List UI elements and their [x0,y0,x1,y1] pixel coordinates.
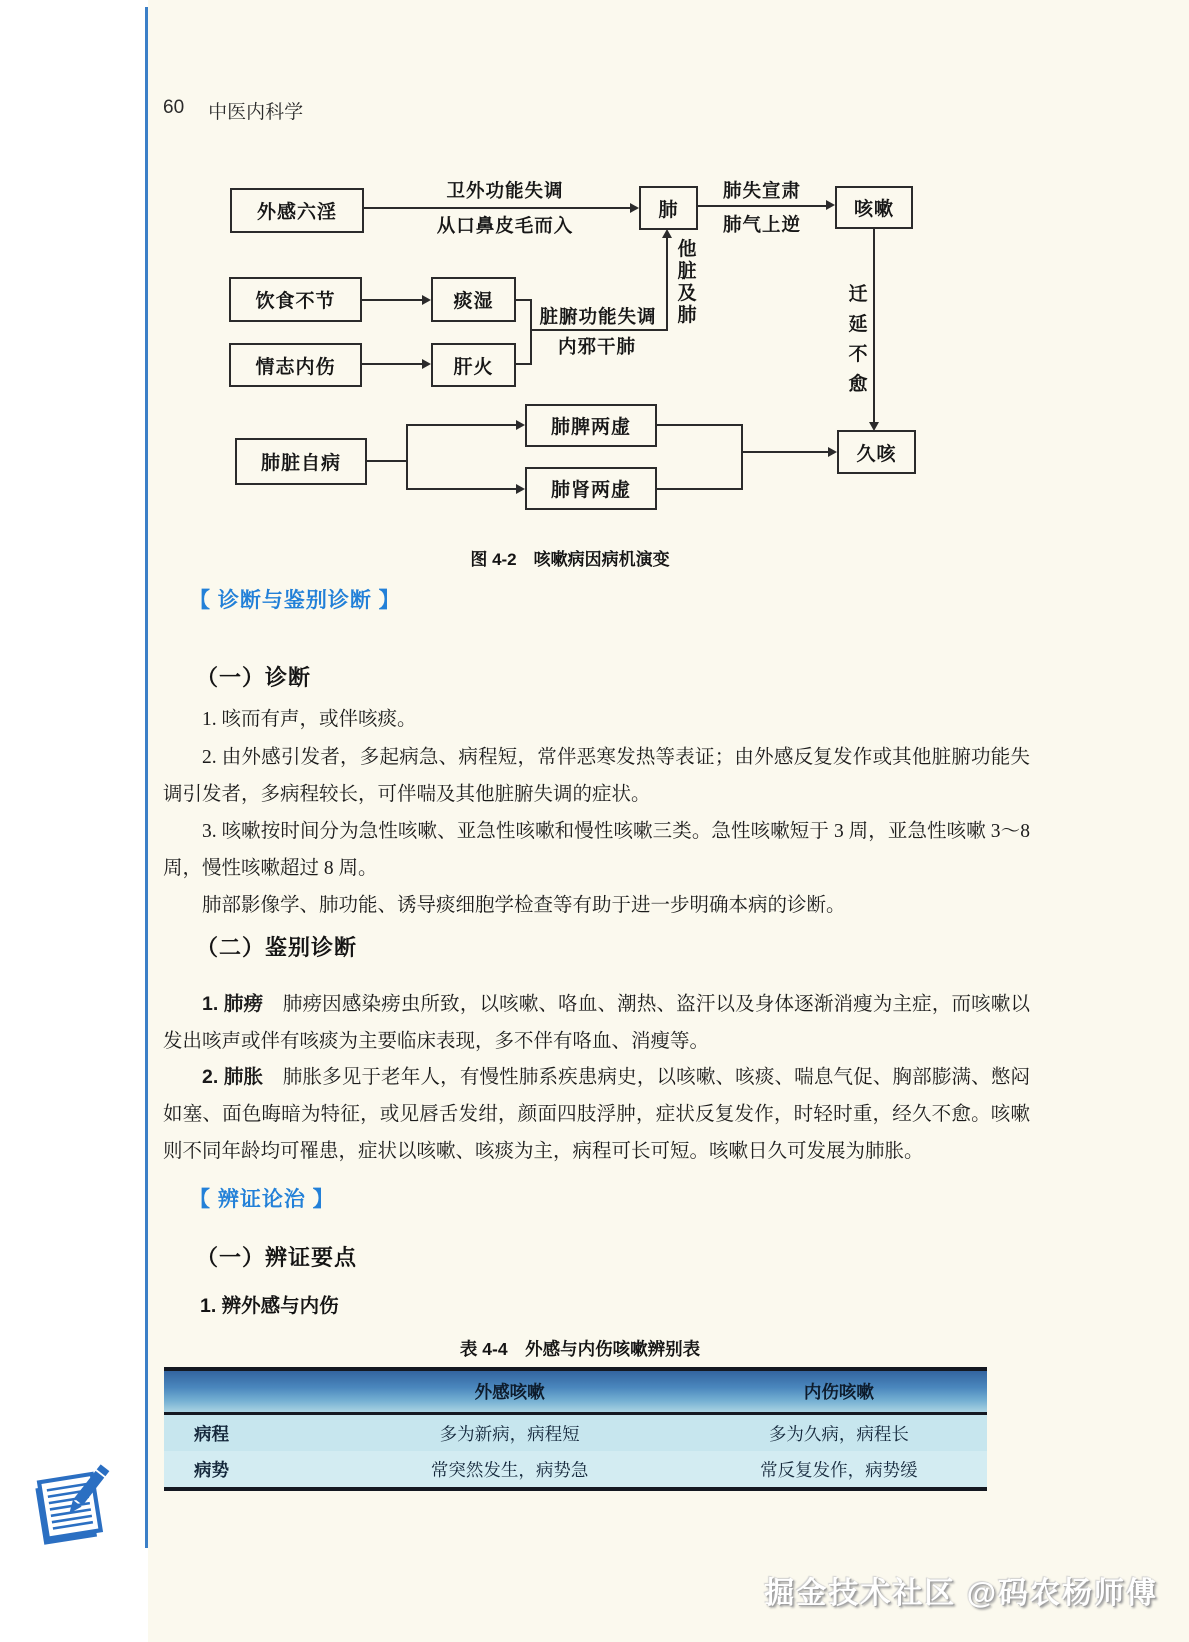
page-header [163,97,303,124]
flow-node-label: 肺 [658,199,679,221]
book-title: 中医内科学 [208,102,304,123]
flow-node-liver-fire [431,343,516,387]
notepad-pencil-icon [28,1455,120,1547]
subsection-diagnosis: （一）诊断 [196,665,312,690]
para-feilao-label: 1. 肺痨 [202,993,264,1015]
table-row [164,1451,987,1487]
arrowhead [516,420,525,430]
section-header-pattern-treatment: 【 辨证论治 】 [189,1188,335,1211]
connector-line [698,205,828,207]
flow-node-label: 肝火 [453,356,494,378]
row-external-value: 多为新病，病程短 [439,1423,580,1444]
connector-line [530,299,532,365]
row-internal-value: 多为久病，病程长 [768,1423,909,1444]
subsection-differential-diagnosis: （二）鉴别诊断 [196,935,358,960]
flow-node-label: 饮食不节 [255,291,336,312]
para-diagnosis-1: 1. 咳而有声，或伴咳痰。 [202,709,417,730]
arrowhead [826,200,835,210]
flow-node-lung-self-disease [235,438,367,485]
connector-line [741,424,743,490]
arrowhead [630,203,639,213]
arrowhead [662,229,672,238]
watermark-text: 掘金技术社区 @码农杨师傅 [764,1577,1158,1610]
flow-node-lung [639,186,698,230]
flow-node-chronic-cough [837,430,916,474]
edge-label-wei-defense: 卫外功能失调 [446,180,564,201]
para-feizhang [163,1059,1030,1170]
connector-line [657,488,743,490]
connector-line [406,424,408,490]
flow-node-phlegm-damp [431,277,516,322]
flow-node-cough [835,186,913,229]
table-header-row [164,1371,987,1415]
row-external-value: 常突然发生，病势急 [430,1459,589,1480]
row-internal-value: 常反复发作，病势缓 [760,1459,918,1480]
row-label: 病势 [194,1459,229,1480]
connector-line [741,451,830,453]
para-diagnosis-2: 2. 由外感引发者，多起病急、病程短，常伴恶寒发热等表证；由外感反复发作或其他脏腑功能失调引发者，多病程较长，可伴喘及其他脏腑失调的症状。 [163,747,1030,805]
margin-divider-line [145,7,148,1548]
para-feilao-text: 肺痨因感染痨虫所致，以咳嗽、咯血、潮热、盗汗以及身体逐渐消瘦为主症，而咳嗽以发出咳声或伴有咳痰为主要临床表现，多不伴有咯血、消瘦等。 [163,994,1030,1052]
edge-label-lung-qi-reversal: 肺气上逆 [722,214,801,235]
edge-label-other-organs-to-lung: 他脏及肺 [677,239,697,326]
flow-node-external-six-evils [230,188,364,233]
connector-line [362,363,424,365]
subsection-pattern-points: （一）辨证要点 [196,1245,358,1270]
edge-label-internal-evil: 内邪干肺 [557,336,636,357]
para-feizhang-label: 2. 肺胀 [202,1066,264,1088]
flow-node-label: 情志内伤 [255,356,336,378]
para-feilao [163,986,1030,1060]
para-feizhang-text: 肺胀多见于老年人，有慢性肺系疾患病史，以咳嗽、咳痰、喘息气促、胸部膨满、憋闷如塞、面色晦暗为特征，或见唇舌发绀，颜面四肢浮肿，症状反复发作，时轻时重，经久不愈。咳嗽则不同年龄均可罹患，症状以咳嗽、咳痰为主，病程可长可短。咳嗽日久可发展为肺胀。 [163,1067,1030,1162]
section-header-diagnosis: 【 诊断与鉴别诊断 】 [189,589,401,612]
flow-node-label: 外感六淫 [256,202,337,223]
connector-line [406,424,518,426]
flow-node-label: 咳嗽 [853,199,894,220]
table-header-external-cough: 外感咳嗽 [474,1382,545,1402]
table-4-4 [164,1367,987,1491]
connector-line [530,329,668,331]
para-diagnosis-3: 3. 咳嗽按时间分为急性咳嗽、亚急性咳嗽和慢性咳嗽三类。急性咳嗽短于 3 周，亚急性咳嗽 3～8 周，慢性咳嗽超过 8 周。 [163,821,1030,879]
figure-caption: 图 4-2 咳嗽病因病机演变 [470,550,670,569]
edge-label-mouth-nose-entry: 从口鼻皮毛而入 [436,215,574,236]
flow-node-improper-diet [229,277,362,322]
edge-label-lung-dispersal-failure: 肺失宣肃 [722,180,801,201]
connector-line [406,488,518,490]
arrowhead [516,484,525,494]
table-header-internal-cough: 内伤咳嗽 [803,1382,874,1402]
edge-label-lingering-unhealed: 迁延不愈 [848,284,868,395]
flow-node-label: 久咳 [856,443,897,465]
connector-line [364,207,632,209]
arrowhead [422,295,431,305]
para-diagnosis-4: 肺部影像学、肺功能、诱导痰细胞学检查等有助于进一步明确本病的诊断。 [202,895,846,916]
page-number: 60 [163,97,185,118]
connector-line [657,424,743,426]
point-external-vs-internal: 1. 辨外感与内伤 [200,1295,339,1317]
connector-line [873,229,875,425]
arrowhead [828,447,837,457]
connector-line [666,237,668,331]
arrowhead [422,359,431,369]
connector-line [367,460,408,462]
flow-node-lung-kidney-deficiency [525,467,657,510]
flow-node-label: 痰湿 [453,291,494,312]
table-title: 表 4-4 外感与内伤咳嗽辨别表 [459,1339,701,1359]
flow-node-label: 肺脏自病 [260,453,341,474]
table-row [164,1415,987,1451]
edge-label-organ-dysfunction: 脏腑功能失调 [539,306,657,327]
connector-line [362,299,424,301]
flow-node-label: 肺脾两虚 [550,417,631,438]
flow-node-label: 肺肾两虚 [550,480,631,501]
flow-node-lung-spleen-deficiency [525,404,657,447]
row-label: 病程 [194,1423,229,1444]
flow-node-emotional-injury [229,343,362,387]
